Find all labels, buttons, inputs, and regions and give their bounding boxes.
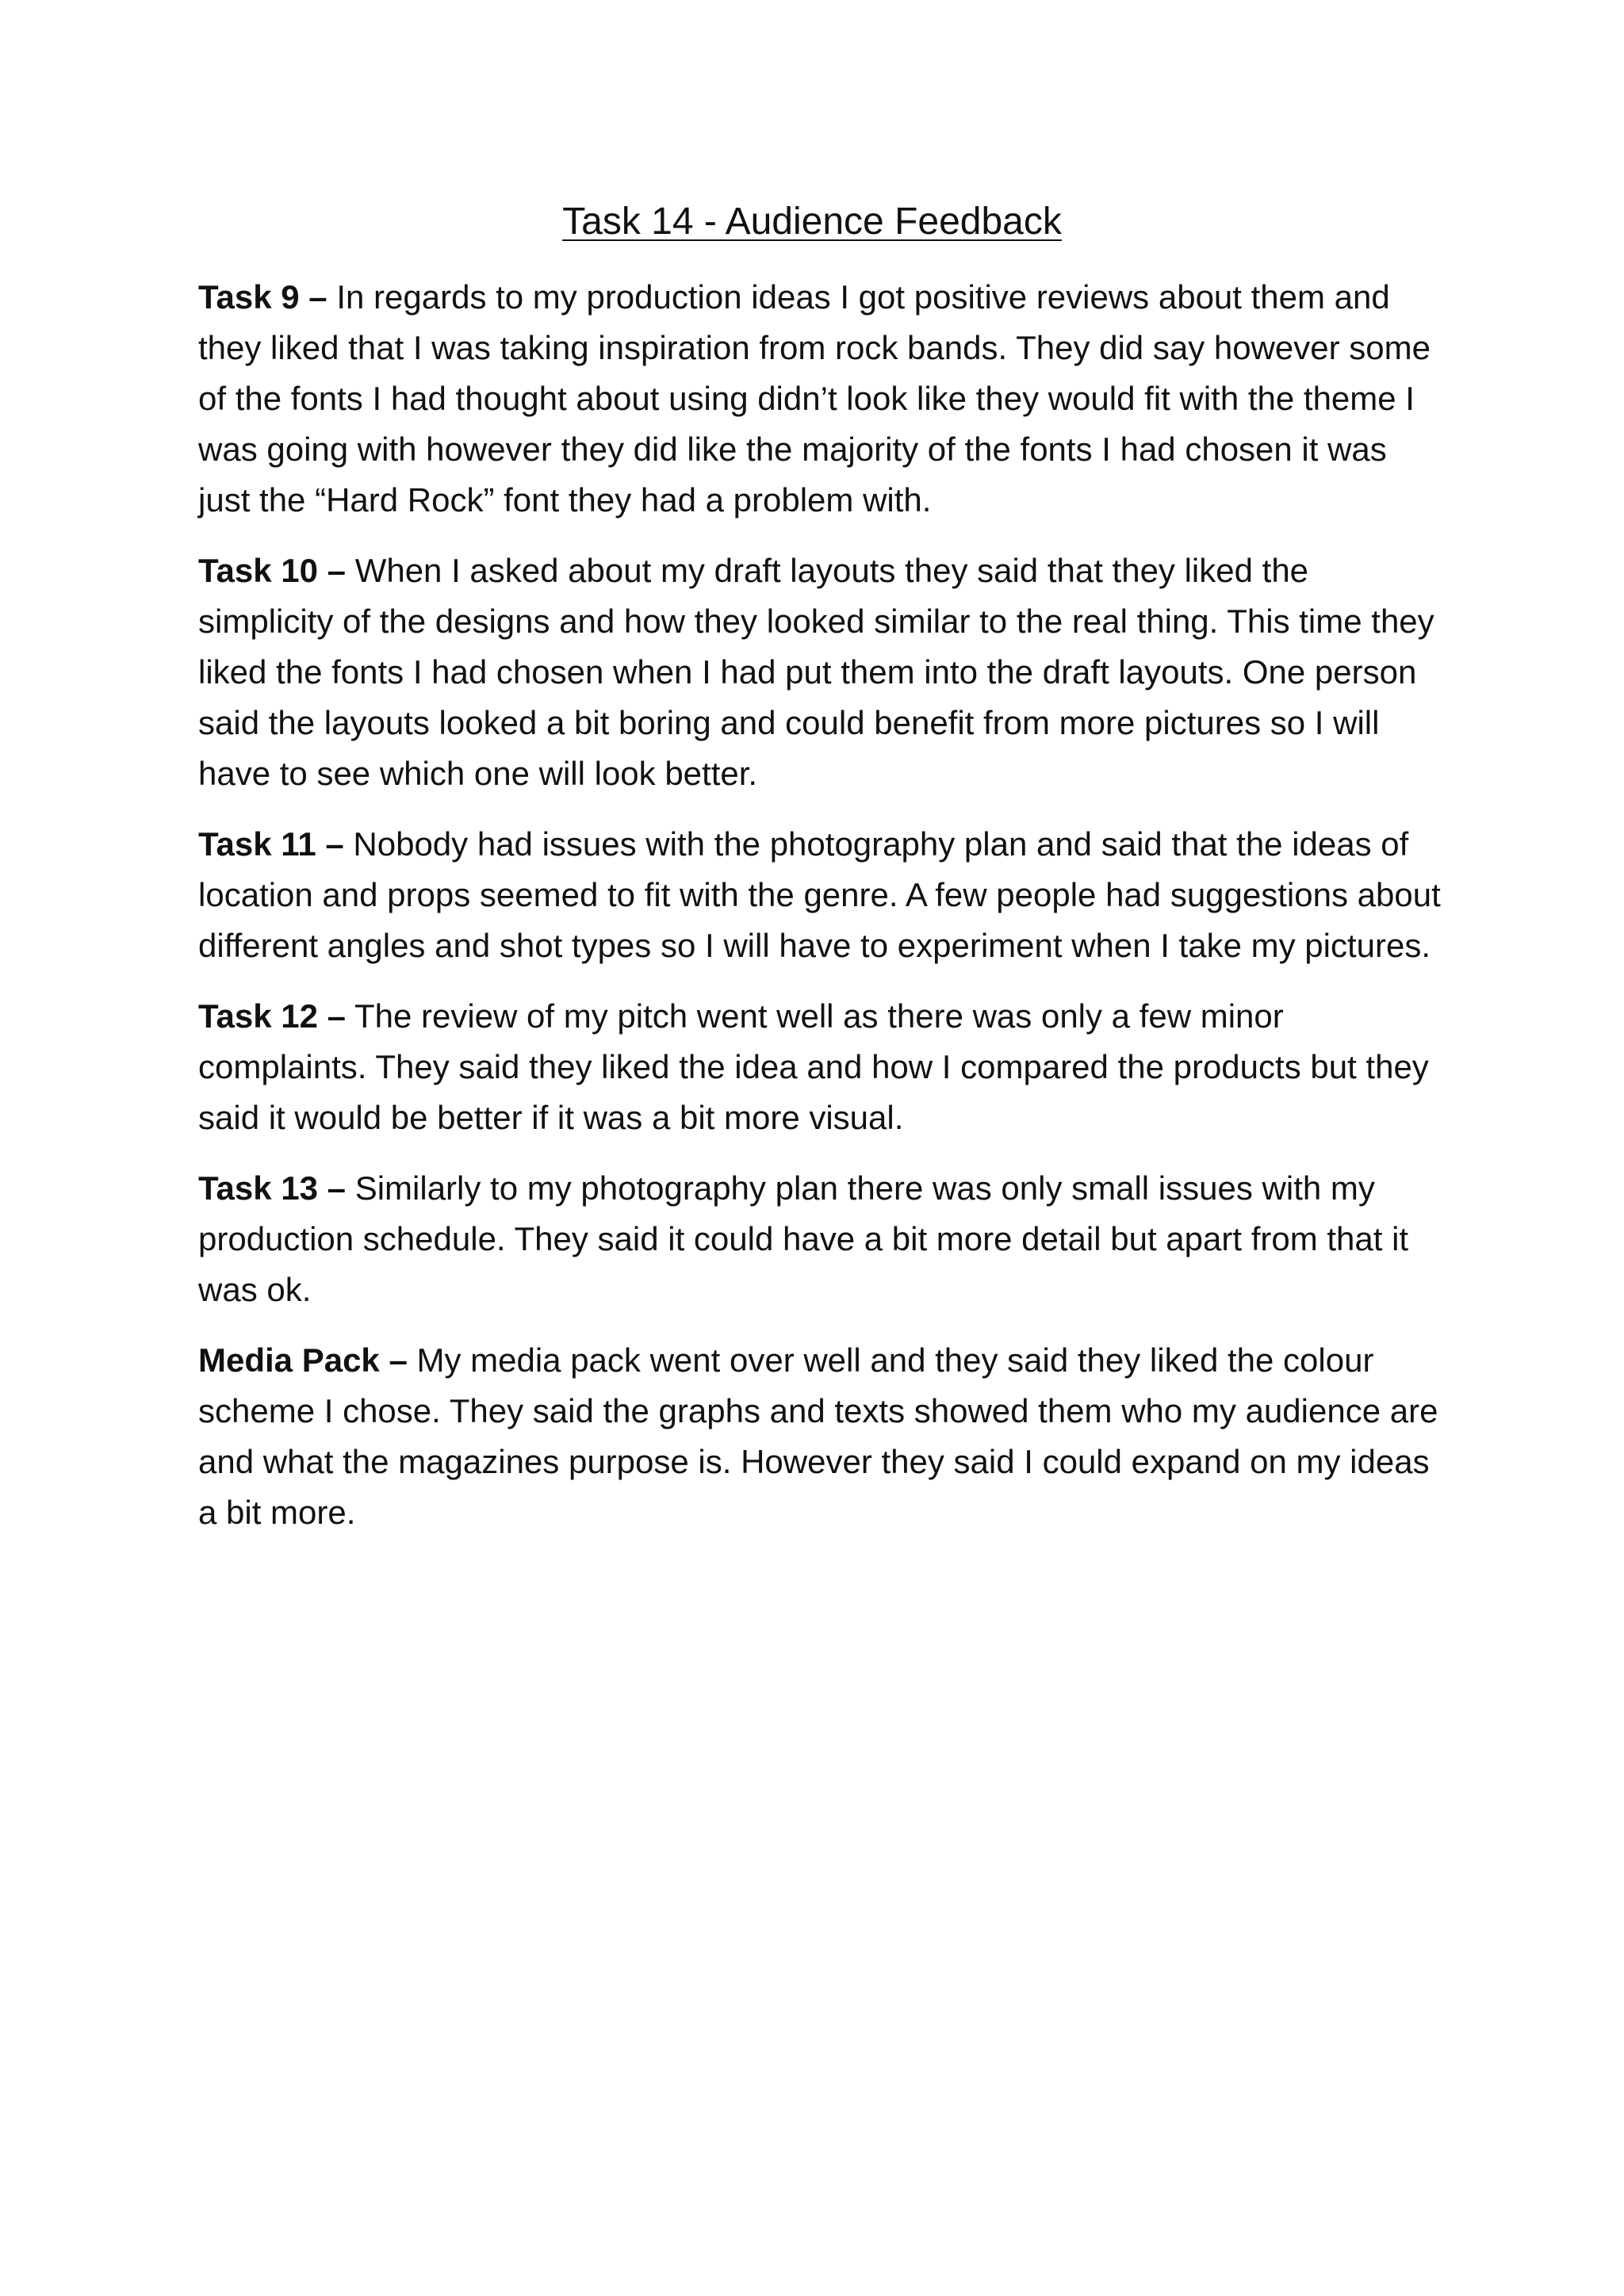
section-text: Nobody had issues with the photography plan and said that the ideas of location and props seemed to fit with the genre. A few people had suggestions about different angles and shot types so I will have to experiment when I take my pictures. [198, 825, 1441, 964]
section-text: When I asked about my draft layouts they said that they liked the simplicity of the designs and how they looked similar to the real thing. This time they liked the fonts I had chosen when I had put them into the draft layouts. One person said the layouts looked a bit boring and could benefit from more pictures so I will have to see which one will look better. [198, 552, 1434, 792]
section-text: My media pack went over well and they said they liked the colour scheme I chose. They said the graphs and texts showed them who my audience are and what the magazines purpose is. However they said I could expand on my ideas a bit more. [198, 1341, 1438, 1531]
section-task-12 [198, 991, 1443, 1143]
section-label: Task 11 – [198, 825, 344, 863]
section-text: Similarly to my photography plan there was only small issues with my production schedule. They said it could have a bit more detail but apart from that it was ok. [198, 1169, 1409, 1308]
section-media-pack [198, 1335, 1443, 1538]
section-task-11 [198, 819, 1443, 971]
section-label: Task 12 – [198, 997, 347, 1035]
section-text: In regards to my production ideas I got positive reviews about them and they liked that I was taking inspiration from rock bands. They did say however some of the fonts I had thought about using didn’t look like they would fit with the theme I was going with however they did like the majority of the fonts I had chosen it was just the “Hard Rock” font they had a problem with. [198, 278, 1431, 519]
section-label: Task 13 – [198, 1169, 347, 1207]
section-label: Task 9 – [198, 278, 327, 316]
document-body [198, 272, 1443, 1558]
section-text: The review of my pitch went well as there was only a few minor complaints. They said they liked the idea and how I compared the products but they said it would be better if it was a bit more visual. [198, 997, 1429, 1136]
page-title [0, 197, 1624, 247]
section-task-10 [198, 545, 1443, 799]
section-task-13 [198, 1163, 1443, 1315]
section-task-9 [198, 272, 1443, 526]
page-title-text: Task 14 - Audience Feedback [562, 201, 1062, 243]
section-label: Media Pack – [198, 1341, 408, 1379]
section-label: Task 10 – [198, 552, 347, 589]
